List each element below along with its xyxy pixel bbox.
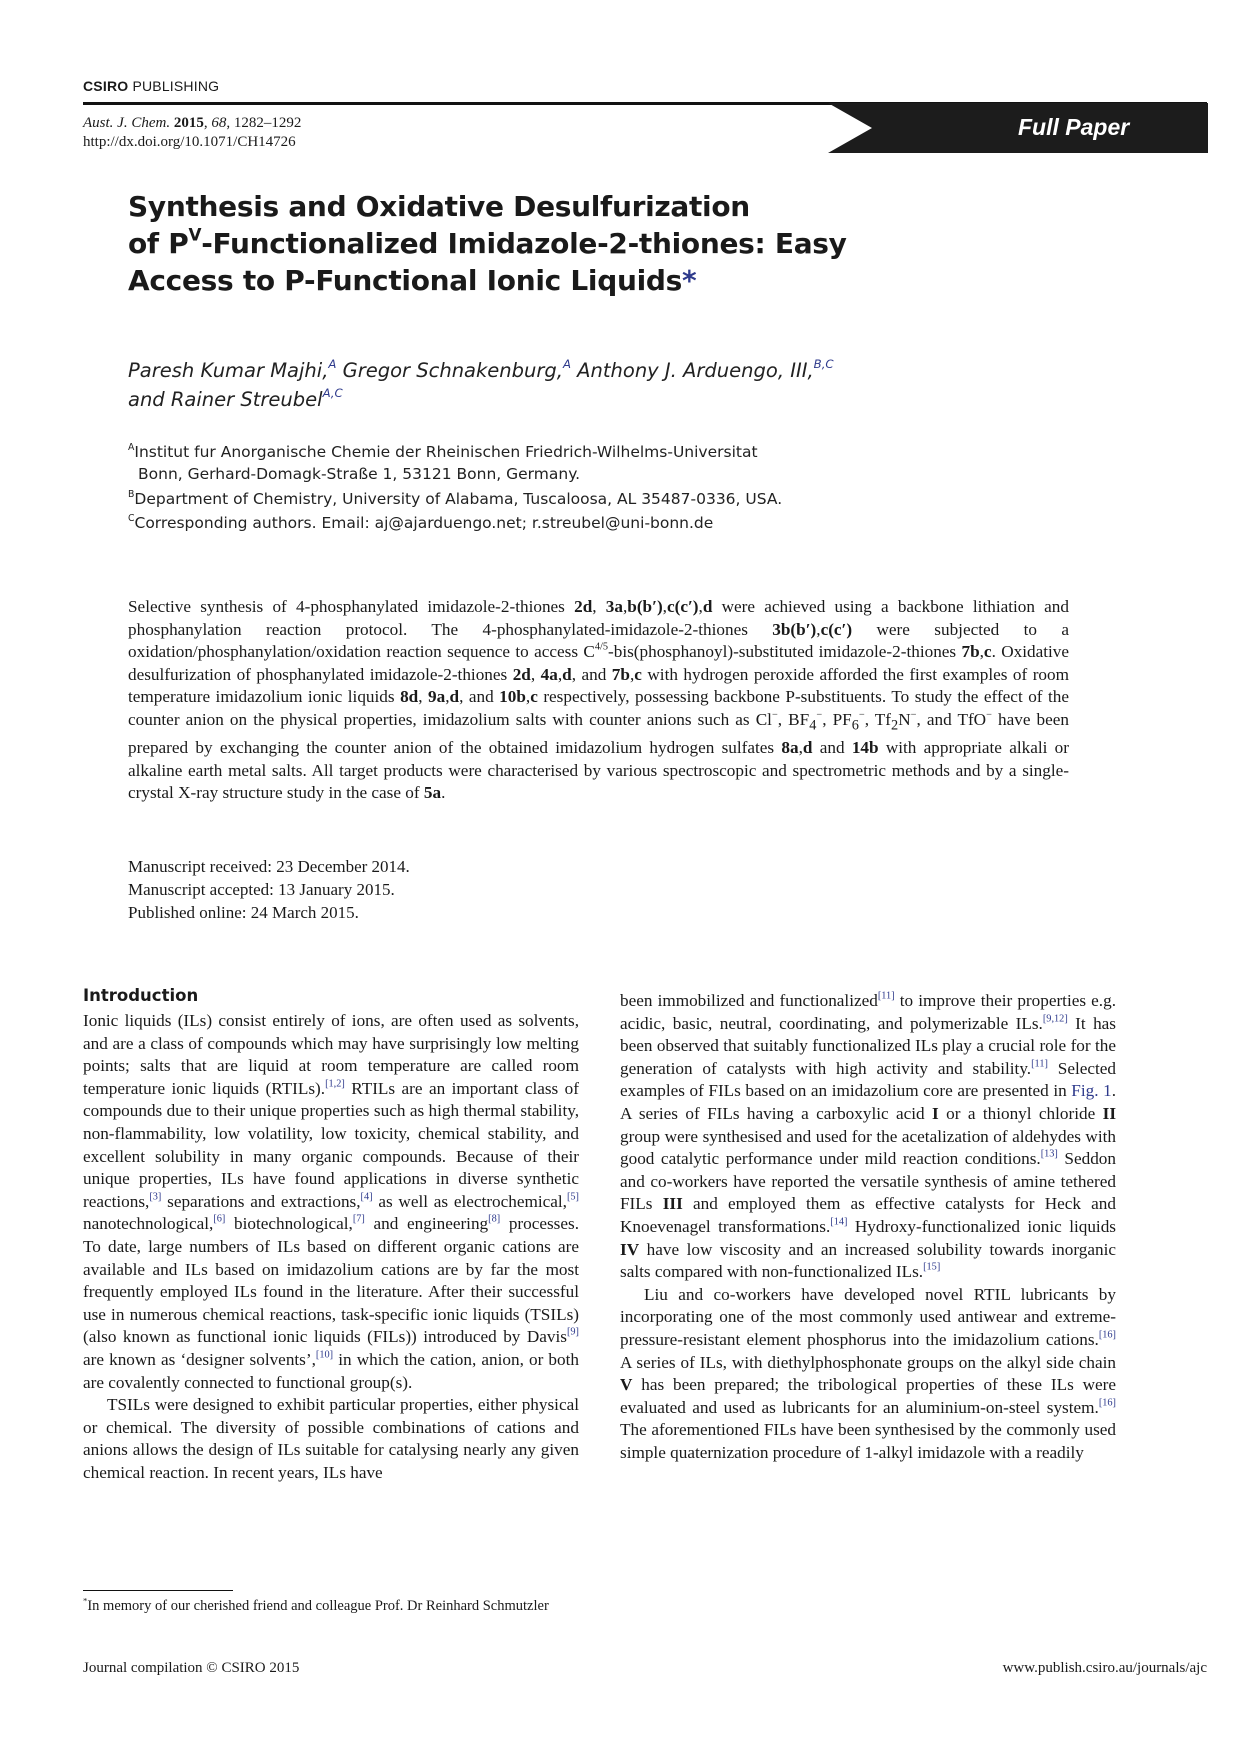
paper-title: Synthesis and Oxidative Desulfurization of $P^V$-Functionalized Imidazole-2-thiones: Easy Access to P-Functional Ionic Liquids* — [128, 190, 847, 297]
text-column-right — [620, 990, 1116, 1464]
affiliation-b: $^B$Department of Chemistry, University of Alabama, Tuscaloosa, AL 35487-0336, USA. — [128, 489, 783, 508]
date-published: Published online: 24 March 2015. — [128, 903, 359, 922]
date-accepted: Manuscript accepted: 13 January 2015. — [128, 880, 395, 899]
footnote-rule — [83, 1590, 233, 1591]
copyright-notice: Journal compilation © CSIRO 2015 — [83, 1660, 300, 1676]
text-column-left — [83, 1010, 579, 1484]
affiliation-a-address: Bonn, Gerhard-Domagk-Straße 1, 53121 Bonn, Germany. — [138, 465, 581, 483]
doi-link[interactable]: http://dx.doi.org/10.1071/CH14726 — [83, 134, 296, 150]
article-type-label: Full Paper — [1018, 114, 1130, 140]
paragraph-2: TSILs were designed to exhibit particular properties, either physical or chemical. The diversity of possible combinations of cations and anions allows the design of ILs suitable for catalysing nearly any given chemical reaction. In recent years, ILs have — [83, 1395, 579, 1482]
author-list: Paresh Kumar Majhi,$^A$ Gregor Schnakenburg,$^A$ Anthony J. Arduengo, III,$^{B,C}$ and Rainer Streubel$^{A,C}$ — [128, 357, 834, 411]
publisher-name: CSIRO PUBLISHING — [83, 78, 220, 94]
footnote: *In memory of our cherished friend and colleague Prof. Dr Reinhard Schmutzler — [83, 1595, 549, 1614]
journal-citation: Aust. J. Chem. 2015, 68, 1282–1292 — [83, 115, 302, 131]
paragraph-3: been immobilized and functionalized[11] to improve their properties e.g. acidic, basic, neutral, coordinating, and polymerizable ILs.[9,12] It has been observed that suitably functionalized ILs play a crucial role for the generation of catalysts with high activity and stability.[11] Selected examples of FILs based on an imidazolium core are presented in Fig. 1. A series of FILs having a carboxylic acid I or a thionyl chloride II group were synthesised and used for the acetalization of aldehydes with good catalytic performance under mild reaction conditions.[13] Seddon and co-workers have reported the versatile synthesis of amine tethered FILs III and employed them as effective catalysts for Heck and Knoevenagel transformations.[14] Hydroxy-functionalized ionic liquids IV have low viscosity and an increased solubility towards inorganic salts compared with non-functionalized ILs.[15] — [620, 990, 1117, 1282]
footnote-marker[interactable]: * — [682, 264, 697, 297]
date-received: Manuscript received: 23 December 2014. — [128, 857, 410, 876]
section-heading-introduction: Introduction — [83, 986, 199, 1005]
journal-url[interactable]: www.publish.csiro.au/journals/ajc — [1002, 1660, 1207, 1676]
affiliation-a: $^A$Institut fur Anorganische Chemie der Rheinischen Friedrich-Wilhelms-Universitat — [128, 442, 758, 461]
abstract: Selective synthesis of 4-phosphanylated imidazole-2-thiones 2d, 3a,b(b′),c(c′),d were achieved using a backbone lithiation and phosphanylation reaction protocol. The 4-phosphanylated-imidazole-2-thiones 3b(b′),c(c′) were subjected to a oxidation/phosphanylation/oxidation reaction sequence to access $C^{4/5}-bis(phosphanoyl)$-substituted imidazole-2-thiones 7b,c. Oxidative desulfurization of phosphanylated imidazole-2-thiones 2d, 4a,d, and 7b,c with hydrogen peroxide afforded the first examples of room temperature imidazolium ionic liquids 8d, 9a,d, and 10b,c respectively, possessing backbone P-substituents. To study the effect of the counter anion on the physical properties, imidazolium salts with counter anions such as Cl−, $BF_4^-$, $PF_6^-$, $Tf_2N^-$, and TfO− have been prepared by exchanging the counter anion of the obtained imidazolium hydrogen sulfates 8a,d and 14b with appropriate alkali or alkaline earth metal salts. All target products were characterised by various spectroscopic and spectrometric methods and by a single-crystal X-ray structure study in the case of 5a. — [128, 597, 1070, 803]
paragraph-4: Liu and co-workers have developed novel RTIL lubricants by incorporating one of the most commonly used antiwear and extreme-pressure-resistant element phosphorus into the imidazolium cations.[16] A series of ILs, with diethylphosphonate groups on the alkyl side chain V has been prepared; the tribological properties of these ILs were evaluated and used as lubricants for an aluminium-on-steel system.[16] The aforementioned FILs have been synthesised by the commonly used simple quaternization procedure of 1-alkyl imidazole with a readily — [620, 1284, 1116, 1462]
figure-1-link[interactable]: Fig. 1 — [1071, 1081, 1112, 1101]
paragraph-1: Ionic liquids (ILs) consist entirely of ions, are often used as solvents, and are a class of compounds which may have surprisingly low melting points; salts that are liquid at room temperature are called room temperature ionic liquids (RTILs).[1,2] RTILs are an important class of compounds due to their unique properties such as high thermal stability, non-flammability, low volatility, low toxicity, chemical stability, and excellent solubility in many organic compounds. Because of their unique properties, ILs have found applications in diverse synthetic reactions,[3] separations and extractions,[4] as well as electrochemical,[5] nanotechnological,[6] biotechnological,[7] and engineering[8] processes. To date, large numbers of ILs based on different organic cations are available and ILs based on imidazolium cations are by far the most frequently employed ILs found in the literature. After their successful use in numerous chemical reactions, task-specific ionic liquids (TSILs) (also known as functional ionic liquids (FILs)) introduced by Davis[9] are known as ‘designer solvents’,[10] in which the cation, anion, or both are covalently connected to functional group(s). — [83, 1011, 579, 1392]
affiliation-c: $^C$Corresponding authors. Email: aj@ajarduengo.net; r.streubel@uni-bonn.de — [128, 513, 714, 532]
